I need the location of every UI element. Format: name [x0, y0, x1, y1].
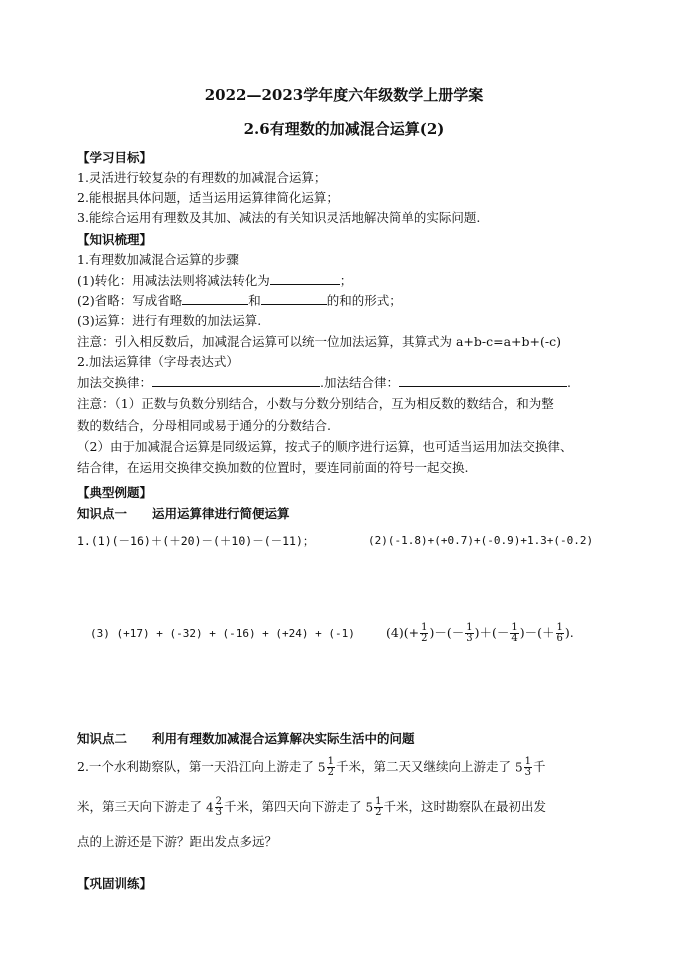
answer-blank: [399, 374, 567, 387]
review-note1: 注意：引入相反数后，加减混合运算可以统一位加法运算，其算式为 a+b-c=a+b+(-c): [77, 334, 561, 349]
examples-heading: 【典型例题】: [77, 485, 153, 500]
problem-1-3: (3) (+17) + (-32) + (-16) + (+24) + (-1): [90, 627, 355, 640]
review-step1: (1)转化：用减法法则将减法转化为 ；: [77, 273, 353, 288]
doc-title: 2022—2023学年度六年级数学上册学案: [204, 86, 484, 104]
fraction: $\frac{1}{3}$: [466, 622, 473, 644]
goals-heading: 【学习目标】: [77, 150, 153, 165]
mixed-number: 5 $\frac{1}{2}$: [317, 756, 334, 779]
knowledge-point-1: 知识点一 运用运算律进行简便运算: [77, 506, 290, 521]
review-step2: (2)省略：写成省略 和 的和的形式；: [77, 293, 402, 308]
answer-blank: [182, 292, 248, 305]
fraction: $\frac{1}{2}$: [421, 622, 428, 644]
review-line2: 2.加法运算律（字母表达式）: [77, 354, 239, 369]
review-note3: （2）由于加减混合运算是同级运算，按式子的顺序进行运算，也可适当运用加法交换律、: [77, 439, 573, 454]
problem-2-line3: 点的上游还是下游？距出发点多远？: [77, 834, 278, 849]
doc-subtitle: 2.6有理数的加减混合运算(2): [243, 120, 445, 138]
review-line1: 1.有理数加减混合运算的步骤: [77, 252, 239, 267]
practice-heading: 【巩固训练】: [77, 876, 153, 891]
problem-2-line1: 2.一个水利勘察队，第一天沿江向上游走了 5 $\frac{1}{2}$ 千米，第二天又继续向上游走了 5 $\frac{1}{3}$ 千: [77, 752, 545, 784]
problem-1-1: 1.(1)(－16)＋(＋20)－(＋10)－(－11)；: [77, 534, 315, 548]
fraction: $\frac{1}{6}$: [556, 622, 563, 644]
mixed-number: 4 $\frac{2}{3}$: [206, 796, 223, 819]
answer-blank: [152, 374, 320, 387]
review-heading: 【知识梳理】: [77, 232, 153, 247]
problem-1-2: (2)(-1.8)+(+0.7)+(-0.9)+1.3+(-0.2): [368, 534, 594, 547]
answer-blank: [270, 272, 340, 285]
mixed-number: 5 $\frac{1}{3}$: [514, 756, 531, 779]
law-line: 加法交换律： .加法结合律： .: [77, 375, 571, 390]
goal-item: 1.灵活进行较复杂的有理数的加减混合运算；: [77, 170, 327, 185]
review-note2: 注意：（1）正数与负数分别结合，小数与分数分别结合，互为相反数的数结合，和为整: [77, 396, 554, 411]
answer-blank: [261, 292, 327, 305]
fraction: $\frac{1}{4}$: [511, 622, 518, 644]
review-note2: 数的数结合，分母相同或易于通分的分数结合.: [77, 418, 331, 433]
knowledge-point-2: 知识点二 利用有理数加减混合运算解决实际生活中的问题: [77, 731, 415, 746]
problem-1-4: (4)(+ $\frac{1}{2}$ )－(－ $\frac{1}{3}$ )＋(－ $\frac{1}{4}$ )－(＋ $\frac{1}{6}$ ).: [386, 622, 574, 644]
goal-item: 2.能根据具体问题，适当运用运算律简化运算；: [77, 190, 339, 205]
problem-2-line2: 米，第三天向下游走了 4 $\frac{2}{3}$ 千米，第四天向下游走了 5 $\frac{1}{2}$ 千米，这时勘察队在最初出发: [77, 792, 546, 824]
review-step3: (3)运算：进行有理数的加法运算.: [77, 313, 262, 328]
mixed-number: 5 $\frac{1}{2}$: [365, 796, 382, 819]
goal-item: 3.能综合运用有理数及其加、减法的有关知识灵活地解决简单的实际问题.: [77, 210, 481, 225]
review-note3: 结合律，在运用交换律交换加数的位置时，要连同前面的符号一起交换.: [77, 460, 469, 475]
